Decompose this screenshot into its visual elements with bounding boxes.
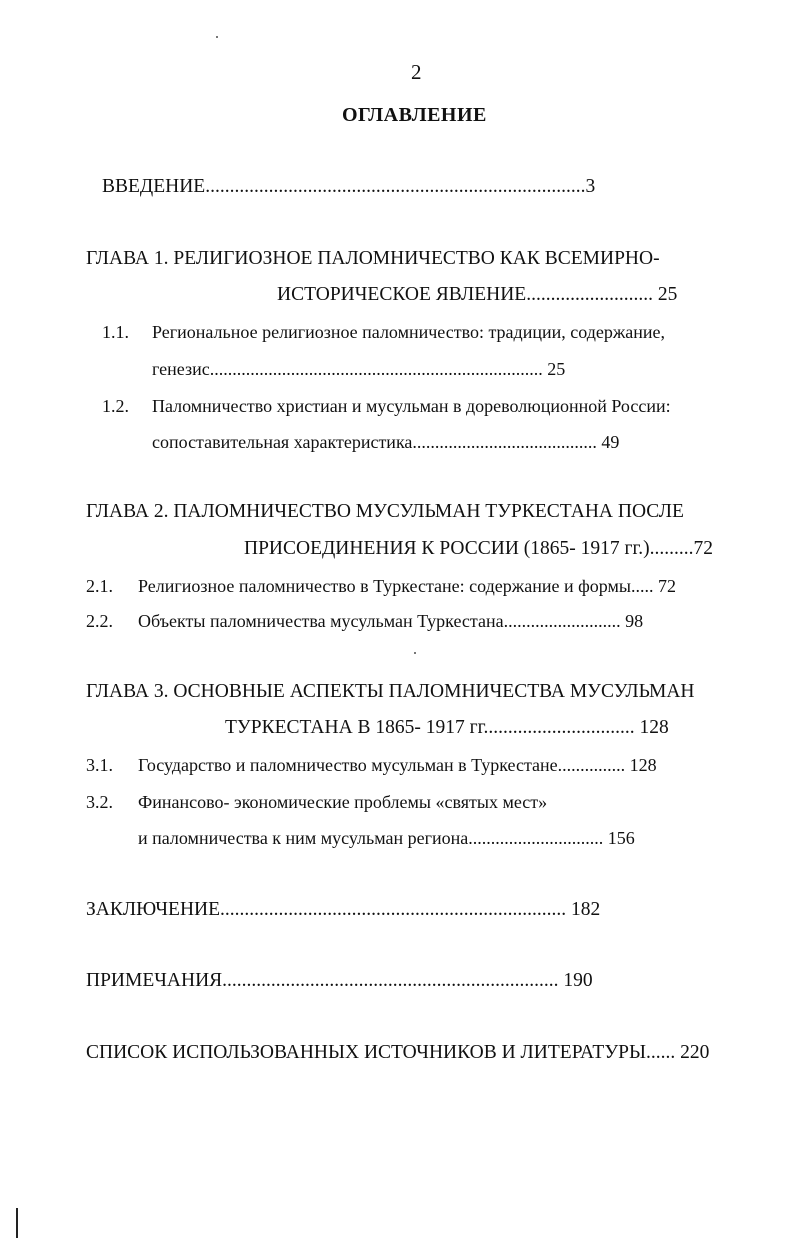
toc-chapter-3-line-2: ТУРКЕСТАНА В 1865- 1917 гг............................... 128 (225, 717, 669, 738)
toc-section-1-2-line-1: Паломничество христиан и мусульман в дореволюционной России: (152, 396, 671, 416)
toc-chapter-1-line-2: ИСТОРИЧЕСКОЕ ЯВЛЕНИЕ.......................... 25 (277, 284, 678, 305)
toc-chapter-1-line-1: ГЛАВА 1. РЕЛИГИОЗНОЕ ПАЛОМНИЧЕСТВО КАК ВСЕМИРНО- (86, 248, 660, 269)
toc-section-3-2-line-2: и паломничества к ним мусульман региона.............................. 156 (138, 828, 635, 848)
toc-section-1-1-number: 1.1. (102, 322, 129, 342)
toc-section-1-1-line-2: генезис.......................................................................... 25 (152, 359, 566, 379)
toc-section-3-2-number: 3.2. (86, 792, 113, 812)
toc-section-2-1-number: 2.1. (86, 576, 113, 596)
page-number: 2 (411, 60, 422, 84)
toc-sources: СПИСОК ИСПОЛЬЗОВАННЫХ ИСТОЧНИКОВ И ЛИТЕРАТУРЫ...... 220 (86, 1042, 710, 1063)
toc-section-3-1: Государство и паломничество мусульман в Туркестане............... 128 (138, 755, 657, 775)
toc-section-1-2-number: 1.2. (102, 396, 129, 416)
toc-conclusion: ЗАКЛЮЧЕНИЕ....................................................................... 182 (86, 899, 601, 920)
toc-section-3-1-number: 3.1. (86, 755, 113, 775)
page-title: ОГЛАВЛЕНИЕ (342, 104, 487, 126)
scan-speck (414, 652, 416, 654)
scan-mark (16, 1208, 18, 1238)
toc-section-1-2-line-2: сопоставительная характеристика......................................... 49 (152, 432, 620, 452)
toc-section-2-2-number: 2.2. (86, 611, 113, 631)
toc-section-1-1-line-1: Региональное религиозное паломничество: традиции, содержание, (152, 322, 666, 342)
toc-chapter-2-line-1: ГЛАВА 2. ПАЛОМНИЧЕСТВО МУСУЛЬМАН ТУРКЕСТАНА ПОСЛЕ (86, 501, 684, 522)
toc-notes: ПРИМЕЧАНИЯ..................................................................... 190 (86, 970, 593, 991)
toc-section-2-1: Религиозное паломничество в Туркестане: содержание и формы..... 72 (138, 576, 676, 596)
toc-chapter-3-line-1: ГЛАВА 3. ОСНОВНЫЕ АСПЕКТЫ ПАЛОМНИЧЕСТВА МУСУЛЬМАН (86, 681, 695, 702)
toc-section-2-2: Объекты паломничества мусульман Туркестана.......................... 98 (138, 611, 644, 631)
toc-chapter-2-line-2: ПРИСОЕДИНЕНИЯ К РОССИИ (1865- 1917 гг.).........72 (244, 538, 714, 559)
scan-speck (216, 36, 218, 38)
toc-section-3-2-line-1: Финансово- экономические проблемы «святых мест» (138, 792, 548, 812)
toc-intro: ВВЕДЕНИЕ..............................................................................3 (102, 176, 596, 197)
